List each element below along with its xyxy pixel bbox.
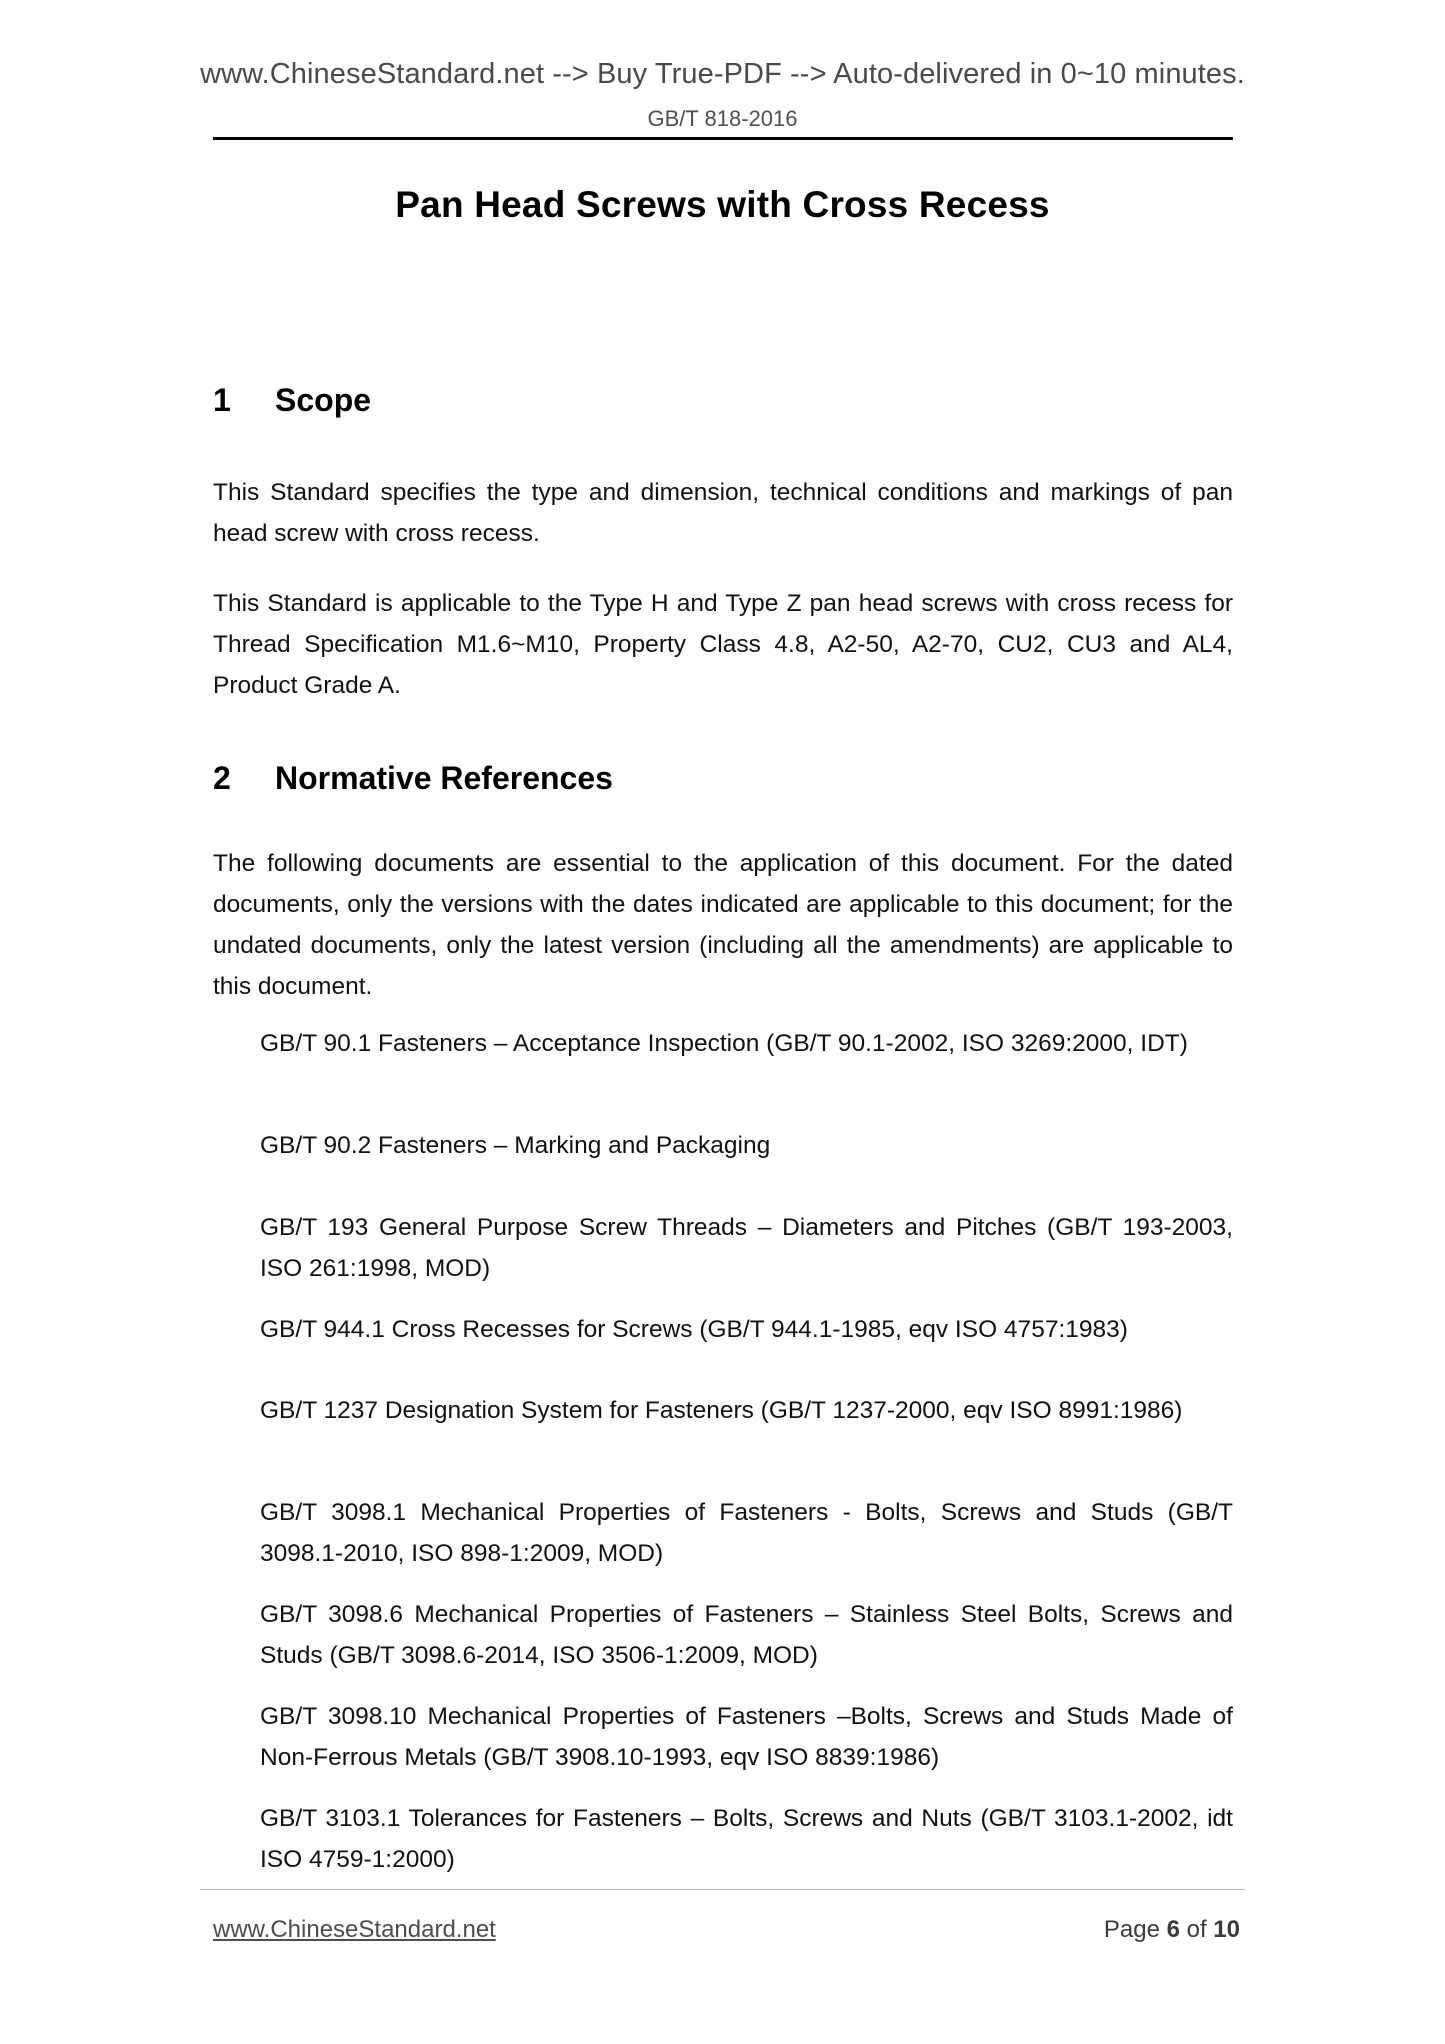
page-total-number: 10 bbox=[1213, 1916, 1240, 1943]
page-prefix-label: Page bbox=[1103, 1916, 1167, 1943]
page-title: Pan Head Screws with Cross Recess bbox=[395, 184, 1050, 225]
reference-item: GB/T 90.2 Fasteners – Marking and Packaging bbox=[260, 1132, 771, 1159]
reference-item: GB/T 3098.1 Mechanical Properties of Fasteners - Bolts, Screws and Studs (GB/T 3098.1-2010, ISO 898-1:2009, MOD) bbox=[260, 1499, 1233, 1567]
page-of-label: of bbox=[1179, 1916, 1214, 1943]
scope-paragraph-2: This Standard is applicable to the Type H and Type Z pan head screws with cross recess for Thread Specification M1.6~M10, Property Class 4.8, A2-50, A2-70, CU2, CU3 and AL4, Product Grade A. bbox=[213, 590, 1233, 699]
reference-item: GB/T 3098.10 Mechanical Properties of Fasteners –Bolts, Screws and Studs Made of Non-Ferrous Metals (GB/T 3908.10-1993, eqv ISO 8839:1986) bbox=[260, 1703, 1233, 1771]
section-number-1: 1 bbox=[213, 382, 231, 418]
page-current-number: 6 bbox=[1166, 1916, 1180, 1943]
footer-website-link[interactable]: www.ChineseStandard.net bbox=[213, 1916, 496, 1943]
scope-paragraph-1: This Standard specifies the type and dimension, technical conditions and markings of pan head screw with cross recess. bbox=[213, 479, 1233, 547]
reference-item: GB/T 944.1 Cross Recesses for Screws (GB/T 944.1-1985, eqv ISO 4757:1983) bbox=[260, 1316, 1128, 1343]
reference-item: GB/T 3103.1 Tolerances for Fasteners – Bolts, Screws and Nuts (GB/T 3103.1-2002, idt ISO 4759-1:2000) bbox=[260, 1805, 1233, 1873]
reference-item: GB/T 90.1 Fasteners – Acceptance Inspection (GB/T 90.1-2002, ISO 3269:2000, IDT) bbox=[260, 1030, 1188, 1057]
footer-page-number bbox=[1104, 1916, 1240, 1944]
watermark-promo-text: www.ChineseStandard.net --> Buy True-PDF --> Auto-delivered in 0~10 minutes. bbox=[200, 58, 1245, 90]
section-number-2: 2 bbox=[213, 760, 231, 796]
header-divider bbox=[213, 137, 1233, 140]
reference-item: GB/T 1237 Designation System for Fasteners (GB/T 1237-2000, eqv ISO 8991:1986) bbox=[260, 1397, 1183, 1424]
section-heading-normative-references bbox=[213, 760, 613, 797]
reference-item: GB/T 193 General Purpose Screw Threads – Diameters and Pitches (GB/T 193-2003, ISO 261:1998, MOD) bbox=[260, 1214, 1233, 1282]
normative-references-intro: The following documents are essential to the application of this document. For the dated documents, only the versions with the dates indicated are applicable to this document; for the undated documents, only the latest version (including all the amendments) are applicable to this document. bbox=[213, 850, 1233, 1000]
section-title-1: Scope bbox=[275, 382, 372, 418]
section-title-2: Normative References bbox=[275, 760, 613, 796]
reference-item: GB/T 3098.6 Mechanical Properties of Fasteners – Stainless Steel Bolts, Screws and Studs (GB/T 3098.6-2014, ISO 3506-1:2009, MOD) bbox=[260, 1601, 1233, 1669]
header-standard-number: GB/T 818-2016 bbox=[647, 106, 798, 131]
section-heading-scope bbox=[213, 382, 371, 419]
footer-divider bbox=[200, 1889, 1245, 1890]
